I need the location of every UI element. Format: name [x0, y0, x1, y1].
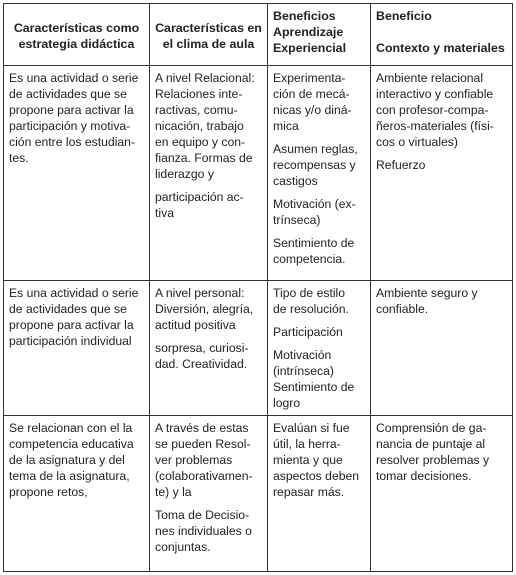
cell-line: A través de estas — [155, 421, 249, 435]
cell-line: mienta y que — [273, 453, 343, 467]
cell-line: propone retos, — [9, 485, 88, 499]
cell-line: participación ac- — [155, 190, 244, 204]
header-line: Beneficios — [273, 9, 336, 23]
cell-line: nicas y/o diná- — [273, 103, 352, 117]
climate-cell — [150, 416, 268, 572]
header-benefits-experiential — [268, 4, 371, 66]
cell-line: Toma de Decisio- — [155, 508, 250, 522]
cell-line: tomar decisiones. — [376, 469, 472, 483]
header-line: Contexto y materiales — [376, 41, 505, 55]
header-line: Aprendizaje — [273, 25, 344, 39]
context-cell — [371, 66, 513, 281]
cell-paragraph — [155, 189, 262, 221]
cell-line: actitud positiva — [155, 318, 236, 332]
cell-line: sorpresa, curiosi- — [155, 341, 249, 355]
cell-line: Es una actividad o serie — [9, 286, 139, 300]
cell-line: Experimenta- — [273, 71, 346, 85]
cell-paragraph — [155, 70, 262, 182]
header-line: el clima de aula — [162, 36, 255, 51]
cell-line: de la asignatura y del — [9, 453, 125, 467]
cell-line: Sentimiento de — [273, 380, 355, 394]
cell-line: A nivel personal: — [155, 286, 245, 300]
cell-line: liderazgo y — [155, 167, 214, 181]
cell-paragraph — [273, 324, 365, 340]
cell-line: tiva — [155, 206, 174, 220]
experiential-cell — [268, 66, 371, 281]
cell-line: repasar más. — [273, 485, 345, 499]
cell-line: interactivo y confiable — [376, 87, 494, 101]
cell-line: nancia de puntaje al — [376, 437, 486, 451]
cell-line: competencia. — [273, 252, 346, 266]
cell-line: ñeros-materiales (físi- — [376, 119, 494, 133]
cell-paragraph — [273, 285, 365, 317]
cell-paragraph — [9, 70, 144, 166]
cell-line: Sentimiento de — [273, 236, 355, 250]
strategy-cell — [4, 66, 150, 281]
cell-line: participación individual — [9, 334, 132, 348]
cell-line: tes. — [9, 151, 29, 165]
table-row — [4, 416, 513, 572]
cell-paragraph — [273, 235, 365, 267]
cell-line: participación y motiva- — [9, 119, 131, 133]
header-line: Experiencial — [273, 41, 347, 55]
cell-line: Asumen reglas, — [273, 142, 358, 156]
cell-paragraph — [155, 507, 262, 555]
cell-line: propone para activar la — [9, 318, 134, 332]
cell-line: Es una actividad o serie — [9, 71, 139, 85]
header-benefit-context — [371, 4, 513, 66]
cell-line: útil, la herra- — [273, 437, 341, 451]
cell-paragraph — [376, 157, 507, 173]
cell-line: ractivas, comu- — [155, 103, 238, 117]
cell-line: cos o virtuales) — [376, 135, 458, 149]
cell-line: nicación, trabajo — [155, 119, 244, 133]
cell-paragraph — [376, 70, 507, 150]
header-line: Características en — [155, 20, 262, 35]
cell-line: de actividades que se — [9, 302, 127, 316]
cell-line: de resolución. — [273, 302, 349, 316]
strategy-cell — [4, 416, 150, 572]
cell-line: A nivel Relacional: — [155, 71, 255, 85]
cell-paragraph — [273, 141, 365, 189]
cell-line: Motivación — [273, 348, 332, 362]
cell-line: recompensas y — [273, 158, 356, 172]
cell-line: resolver problemas y — [376, 453, 490, 467]
table-row — [4, 66, 513, 281]
strategy-cell — [4, 281, 150, 416]
cell-line: Comprensión de ga- — [376, 421, 487, 435]
cell-paragraph — [155, 420, 262, 500]
cell-line: nes individuales o — [155, 524, 252, 538]
cell-paragraph — [273, 196, 365, 228]
cell-line: logro — [273, 396, 301, 410]
cell-paragraph — [376, 420, 507, 484]
cell-paragraph — [155, 285, 262, 333]
cell-line: te) y la — [155, 485, 192, 499]
header-strategy — [4, 4, 150, 66]
header-line: estrategia didáctica — [18, 36, 135, 51]
header-line — [376, 24, 507, 40]
cell-line: con profesor-compa- — [376, 103, 489, 117]
cell-line: fianza. Formas de — [155, 151, 253, 165]
context-cell — [371, 281, 513, 416]
cell-line: conjuntas. — [155, 540, 211, 554]
cell-paragraph — [9, 420, 144, 500]
cell-line: aspectos deben — [273, 469, 360, 483]
cell-line: ver problemas — [155, 453, 233, 467]
cell-line: Diversión, alegría, — [155, 302, 254, 316]
cell-paragraph — [376, 285, 507, 317]
header-climate — [150, 4, 268, 66]
cell-line: Ambiente seguro y — [376, 286, 478, 300]
cell-line: Tipo de estilo — [273, 286, 346, 300]
cell-line: competencia educativa — [9, 437, 134, 451]
experiential-cell — [268, 281, 371, 416]
header-row — [4, 4, 513, 66]
cell-line: confiable. — [376, 302, 429, 316]
cell-line: en equipo y con- — [155, 135, 246, 149]
cell-paragraph — [155, 340, 262, 372]
climate-cell — [150, 66, 268, 281]
characteristics-table — [3, 3, 513, 572]
cell-line: Evalúan si fue — [273, 421, 350, 435]
table-row — [4, 281, 513, 416]
cell-line: se pueden Resol- — [155, 437, 251, 451]
header-line: Beneficio — [376, 9, 432, 23]
cell-paragraph — [273, 347, 365, 411]
cell-line: Ambiente relacional — [376, 71, 484, 85]
cell-line: trínseca) — [273, 213, 321, 227]
cell-line: mica — [273, 119, 299, 133]
cell-line: Se relacionan con el la — [9, 421, 133, 435]
cell-paragraph — [9, 285, 144, 349]
header-line: Características como — [13, 20, 140, 35]
cell-line: ción entre los estudian- — [9, 135, 136, 149]
cell-line: dad. Creatividad. — [155, 357, 248, 371]
cell-line: (intrínseca) — [273, 364, 334, 378]
cell-line: de actividades que se — [9, 87, 127, 101]
cell-line: Participación — [273, 325, 343, 339]
experiential-cell — [268, 416, 371, 572]
context-cell — [371, 416, 513, 572]
cell-line: propone para activar la — [9, 103, 134, 117]
cell-line: Refuerzo — [376, 158, 426, 172]
climate-cell — [150, 281, 268, 416]
cell-line: tema de la asignatura, — [9, 469, 130, 483]
cell-line: Motivación (ex- — [273, 197, 356, 211]
cell-line: (colaborativamen- — [155, 469, 253, 483]
cell-paragraph — [273, 70, 365, 134]
cell-line: ción de mecá- — [273, 87, 350, 101]
cell-line: castigos — [273, 174, 318, 188]
cell-line: Relaciones inte- — [155, 87, 243, 101]
cell-paragraph — [273, 420, 365, 500]
